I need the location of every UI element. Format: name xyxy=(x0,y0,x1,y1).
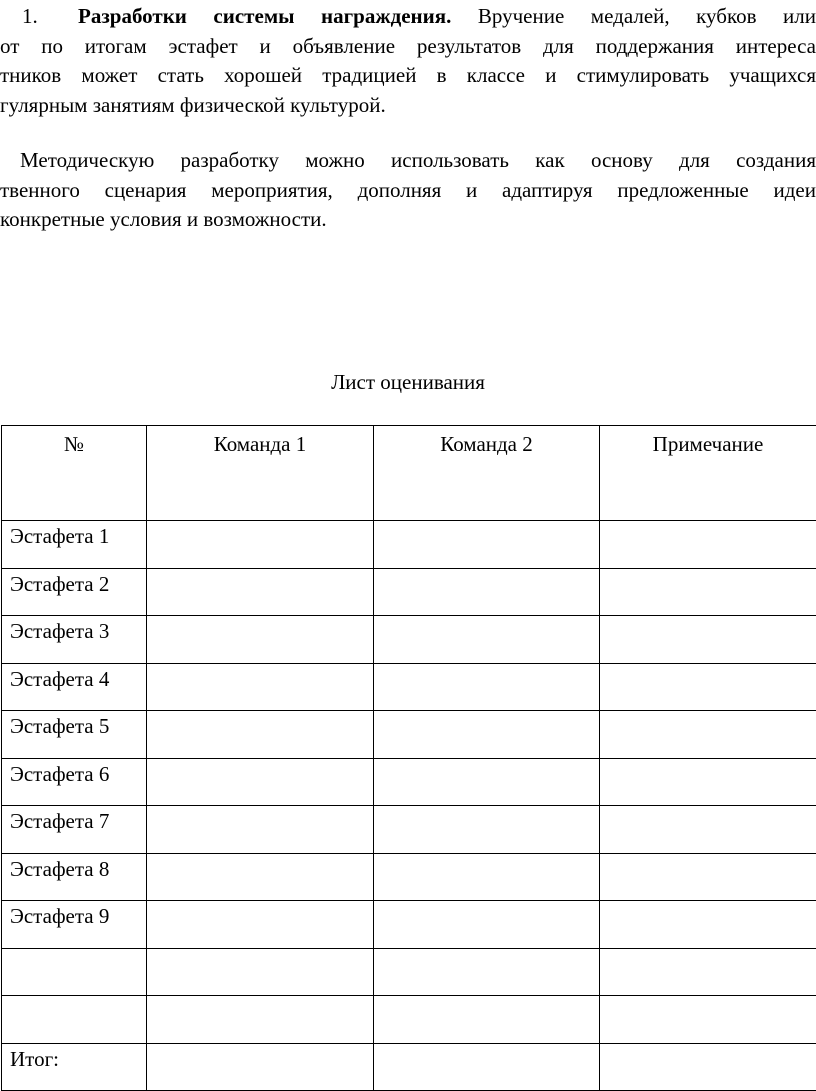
row-label: Эстафета 2 xyxy=(2,568,147,616)
row-label: Эстафета 9 xyxy=(2,901,147,949)
table-row xyxy=(2,711,816,759)
team-1-score-cell xyxy=(147,616,374,664)
team-1-score-cell xyxy=(147,996,374,1044)
table-row xyxy=(2,568,816,616)
awards-line-1-text: Вручение медалей, кубков или xyxy=(451,4,816,28)
row-label: Эстафета 7 xyxy=(2,806,147,854)
table-row xyxy=(2,758,816,806)
evaluation-table xyxy=(1,425,816,1091)
table-header-row xyxy=(2,426,816,521)
team-2-score-cell xyxy=(374,948,600,996)
methodology-paragraph-line-1: Методическую разработку можно использовать как основу для создания xyxy=(0,146,816,176)
note-cell xyxy=(600,663,816,711)
awards-heading: Разработки системы награждения. xyxy=(78,4,451,28)
team-2-score-cell xyxy=(374,663,600,711)
row-label: Эстафета 1 xyxy=(2,521,147,569)
note-cell xyxy=(600,758,816,806)
awards-paragraph-line-2: от по итогам эстафет и объявление результатов для поддержания интереса xyxy=(0,32,816,62)
methodology-paragraph-line-3: конкретные условия и возможности. xyxy=(0,205,816,235)
evaluation-sheet-title: Лист оценивания xyxy=(0,370,816,395)
table-row xyxy=(2,901,816,949)
note-cell xyxy=(600,521,816,569)
team-1-score-cell xyxy=(147,711,374,759)
row-label xyxy=(2,996,147,1044)
team-1-score-cell xyxy=(147,853,374,901)
team-1-score-cell xyxy=(147,663,374,711)
team-1-score-cell xyxy=(147,568,374,616)
row-label: Эстафета 6 xyxy=(2,758,147,806)
row-label xyxy=(2,948,147,996)
team-1-score-cell xyxy=(147,948,374,996)
team-2-score-cell xyxy=(374,901,600,949)
awards-paragraph-line-3: тников может стать хорошей традицией в классе и стимулировать учащихся xyxy=(0,61,816,91)
team-2-score-cell xyxy=(374,806,600,854)
team-2-score-cell xyxy=(374,711,600,759)
row-label: Эстафета 4 xyxy=(2,663,147,711)
note-cell xyxy=(600,1043,816,1091)
table-row xyxy=(2,806,816,854)
team-2-score-cell xyxy=(374,853,600,901)
awards-paragraph-line-1 xyxy=(0,2,816,32)
team-2-score-cell xyxy=(374,1043,600,1091)
header-team-1: Команда 1 xyxy=(147,426,374,521)
team-2-score-cell xyxy=(374,521,600,569)
table-row xyxy=(2,616,816,664)
note-cell xyxy=(600,616,816,664)
row-label: Итог: xyxy=(2,1043,147,1091)
table-row xyxy=(2,948,816,996)
header-team-2: Команда 2 xyxy=(374,426,600,521)
table-row xyxy=(2,521,816,569)
note-cell xyxy=(600,806,816,854)
methodology-paragraph-line-2: твенного сценария мероприятия, дополняя и адаптируя предложенные идеи xyxy=(0,176,816,206)
note-cell xyxy=(600,948,816,996)
header-note: Примечание xyxy=(600,426,816,521)
methodology-paragraph xyxy=(0,146,816,235)
team-2-score-cell xyxy=(374,616,600,664)
note-cell xyxy=(600,568,816,616)
team-1-score-cell xyxy=(147,1043,374,1091)
row-label: Эстафета 8 xyxy=(2,853,147,901)
list-number: 1. xyxy=(0,2,78,32)
table-row xyxy=(2,853,816,901)
team-2-score-cell xyxy=(374,758,600,806)
awards-paragraph xyxy=(0,2,816,120)
team-2-score-cell xyxy=(374,568,600,616)
note-cell xyxy=(600,853,816,901)
note-cell xyxy=(600,711,816,759)
team-2-score-cell xyxy=(374,996,600,1044)
note-cell xyxy=(600,996,816,1044)
team-1-score-cell xyxy=(147,521,374,569)
team-1-score-cell xyxy=(147,806,374,854)
table-row xyxy=(2,1043,816,1091)
header-number: № xyxy=(2,426,147,521)
row-label: Эстафета 3 xyxy=(2,616,147,664)
team-1-score-cell xyxy=(147,901,374,949)
row-label: Эстафета 5 xyxy=(2,711,147,759)
team-1-score-cell xyxy=(147,758,374,806)
awards-paragraph-line-4: гулярным занятиям физической культурой. xyxy=(0,91,816,121)
table-row xyxy=(2,996,816,1044)
table-row xyxy=(2,663,816,711)
note-cell xyxy=(600,901,816,949)
table-body xyxy=(2,521,816,1091)
